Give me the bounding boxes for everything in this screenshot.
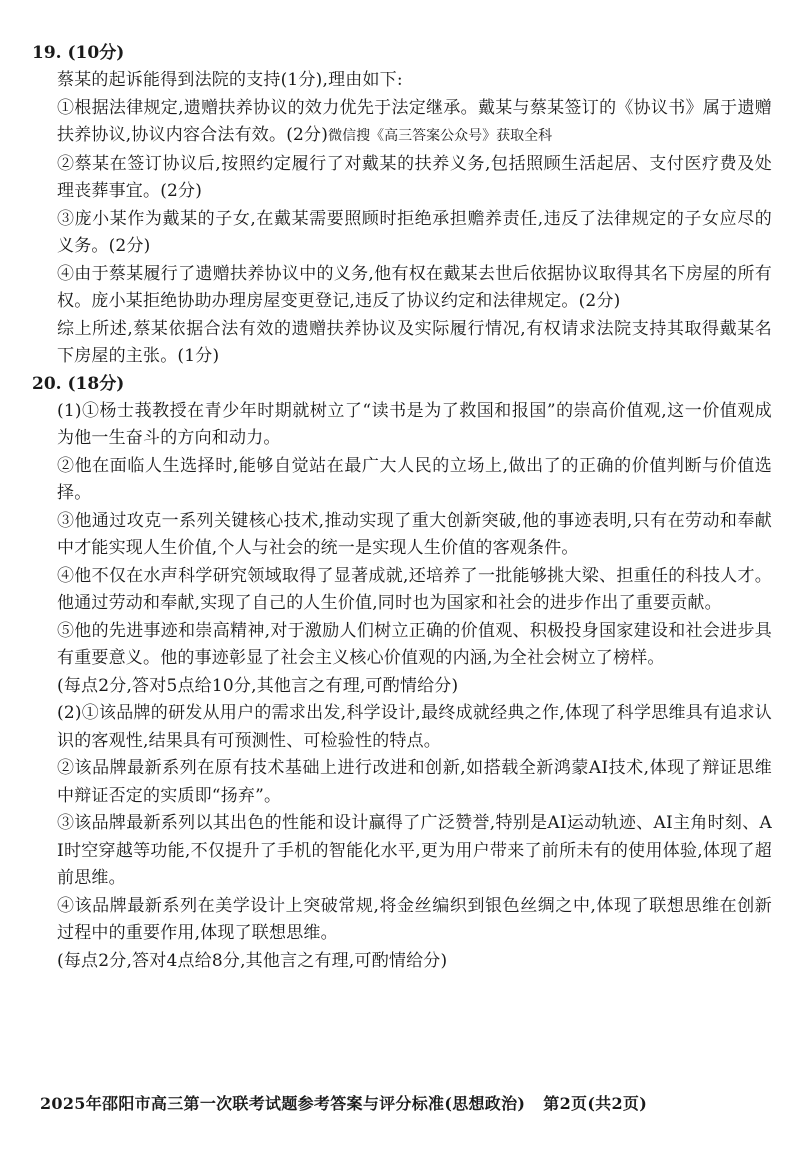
footer-title: 2025年邵阳市高三第一次联考试题参考答案与评分标准(思想政治)	[40, 1094, 526, 1113]
q19-line-1-text: ①根据法律规定,遗赠扶养协议的效力优先于法定继承。戴某与蔡某签订的《协议书》属于遗赠扶养协议,协议内容合法有效。(2分)	[57, 97, 772, 145]
q20-scoring-note-1: (每点2分,答对5点给10分,其他言之有理,可酌情给分)	[57, 675, 459, 696]
question-20-section	[32, 371, 772, 976]
q20-line-6: (2)①该品牌的研发从用户的需求出发,科学设计,最终成就经典之作,体现了科学思维具有追求认识的客观性,结果具有可预测性、可检验性的特点。	[57, 703, 772, 751]
question-19-section	[32, 40, 772, 371]
answer-content	[32, 40, 772, 975]
page-footer	[40, 1092, 770, 1116]
footer-page-number: 第2页(共2页)	[543, 1094, 648, 1113]
q20-scoring-note-2: (每点2分,答对4点给8分,其他言之有理,可酌情给分)	[57, 950, 448, 971]
q20-line-7: ②该品牌最新系列在原有技术基础上进行改进和创新,如搭载全新鸿蒙AI技术,体现了辩证思维中辩证否定的实质即“扬弃”。	[57, 758, 772, 806]
q19-line-4: ④由于蔡某履行了遗赠扶养协议中的义务,他有权在戴某去世后依据协议取得其名下房屋的所有权。庞小某拒绝协助办理房屋变更登记,违反了协议约定和法律规定。(2分)	[57, 263, 772, 311]
q19-line-3: ③庞小某作为戴某的子女,在戴某需要照顾时拒绝承担赡养责任,违反了法律规定的子女应尽的义务。(2分)	[57, 208, 772, 256]
q20-line-2: ③他通过攻克一系列关键核心技术,推动实现了重大创新突破,他的事迹表明,只有在劳动和奉献中才能实现人生价值,个人与社会的统一是实现人生价值的客观条件。	[57, 510, 772, 558]
q19-line-5: 综上所述,蔡某依据合法有效的遗赠扶养协议及实际履行情况,有权请求法院支持其取得戴某名下房屋的主张。(1分)	[57, 318, 772, 366]
q20-line-0: (1)①杨士莪教授在青少年时期就树立了“读书是为了救国和报国”的崇高价值观,这一价值观成为他一生奋斗的方向和动力。	[57, 400, 772, 448]
question-20-number: 20. (18分)	[32, 373, 125, 394]
q19-line-2: ②蔡某在签订协议后,按照约定履行了对戴某的扶养义务,包括照顾生活起居、支付医疗费及处理丧葬事宜。(2分)	[57, 153, 772, 201]
q19-line-0: 蔡某的起诉能得到法院的支持(1分),理由如下:	[57, 70, 403, 90]
q20-line-8: ③该品牌最新系列以其出色的性能和设计赢得了广泛赞誉,特别是AI运动轨迹、AI主角时刻、AI时空穿越等功能,不仅提升了手机的智能化水平,更为用户带来了前所未有的使用体验,体现了超前思维。	[57, 813, 772, 888]
q20-line-4: ⑤他的先进事迹和崇高精神,对于激励人们树立正确的价值观、积极投身国家建设和社会进步具有重要意义。他的事迹彰显了社会主义核心价值观的内涵,为全社会树立了榜样。	[57, 620, 772, 668]
q20-line-9: ④该品牌最新系列在美学设计上突破常规,将金丝编织到银色丝绸之中,体现了联想思维在创新过程中的重要作用,体现了联想思维。	[57, 895, 772, 943]
q19-line-1	[57, 95, 772, 151]
watermark-note: 微信搜《高三答案公众号》获取全科	[328, 128, 553, 144]
question-19-number: 19. (10分)	[32, 43, 125, 63]
q20-line-1: ②他在面临人生选择时,能够自觉站在最广大人民的立场上,做出了的正确的价值判断与价值选择。	[57, 455, 772, 503]
q20-line-3: ④他不仅在水声科学研究领域取得了显著成就,还培养了一批能够挑大梁、担重任的科技人才。他通过劳动和奉献,实现了自己的人生价值,同时也为国家和社会的进步作出了重要贡献。	[57, 565, 772, 613]
